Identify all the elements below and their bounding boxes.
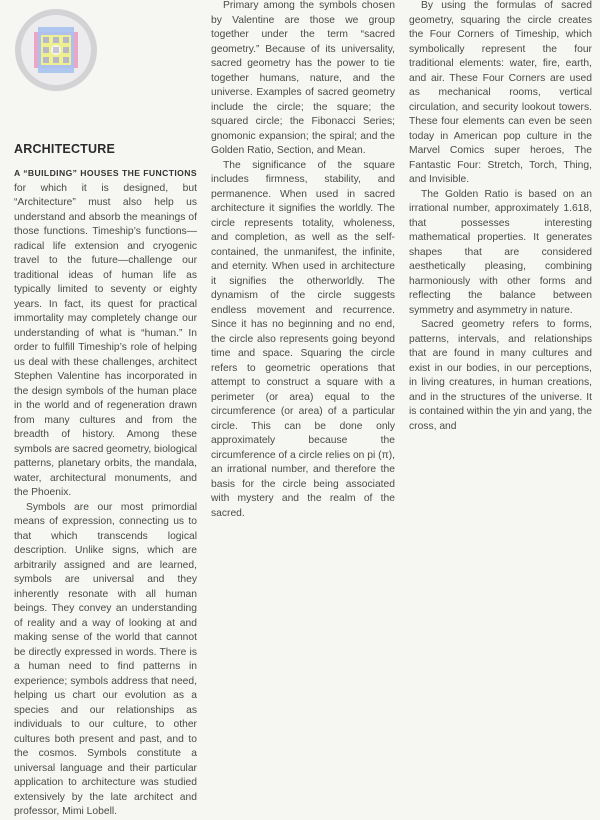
- article-column-2: [211, 0, 395, 521]
- paragraph-3: Primary among the symbols chosen by Valentine are those we group together under the term “sacred geometry.” Because of its universality, sacred geometry has the power to tie together humans, nature, and the universe. Examples of sacred geometry include the circle; the square; the squared circle; the Fibonacci Series; gnomonic expansion; the spiral; and the Golden Ratio, Section, and Mean.: [211, 0, 395, 156]
- mandala-logo-icon: [14, 8, 98, 92]
- paragraph-6: The Golden Ratio is based on an irrational number, approximately 1.618, that possesses interesting mathematical properties. It generates shapes that are considered aesthetically pleasing, combining harmoniously with other forms and reflecting the balance between symmetry and asymmetry in nature.: [409, 188, 592, 316]
- paragraph-2: Symbols are our most primordial means of expression, connecting us to that which transcends logical description. Unlike signs, which are arbitrarily assigned and are learned, symbols are universal and they inherently resonate with all human beings. They convey an understanding of reality and a way of looking at and making sense of the world that cannot be directly expressed in words. There is a human need to find patterns in experience; symbols address that need, helping us chart our evolution as a species and our relationships as individuals to our culture, to other cultures both present and past, and to the cosmos. Symbols constitute a universal language and their particular application to architecture was studied extensively by the late architect and professor, Mimi Lobell.: [14, 501, 197, 817]
- article-column-1: [14, 142, 197, 820]
- lead-in: A “BUILDING” HOUSES THE FUNCTIONS: [14, 168, 197, 178]
- paragraph-1: [14, 166, 197, 501]
- paragraph-4: The significance of the square includes firmness, stability, and permanence. When used in sacred architecture it signifies the worldly. The circle represents totality, wholeness, and completion, as well as the self-contained, the unmanifest, the infinite, and eternity. When used in architecture it signifies the otherworldly. The dynamism of the circle suggests endless movement and recurrence. Since it has no beginning and no end, the circle also represents going beyond time and space. Squaring the circle refers to geometric operations that attempt to construct a square with a perimeter (or area) equal to the circumference (or area) of a particular circle. This can be done only approximately because the circumference of a circle relies on pi (π), an irrational number, and therefore the basis for the circle being associated with mystery and the realm of the sacred.: [211, 159, 395, 519]
- paragraph-5: By using the formulas of sacred geometry, squaring the circle creates the Four Corners of Timeship, which symbolically represent the four traditional elements: water, fire, earth, and air. These Four Corners are used as mechanical rooms, vertical circulation, and security lookout towers. These four elements can even be seen today in American pop culture in the Marvel Comics super heroes, The Fantastic Four: Stretch, Torch, Thing, and Invisible.: [409, 0, 592, 185]
- paragraph-7: Sacred geometry refers to forms, patterns, intervals, and relationships that are found in many cultures and exist in our bodies, in our perceptions, in living creatures, in human creations, and in the structures of the universe. It is contained within the yin and yang, the cross, and: [409, 319, 592, 432]
- article-column-3: [409, 0, 592, 434]
- paragraph-1-body: for which it is designed, but “Architecture” must also help us understand and absorb the meanings of those functions. Timeship’s functions—radical life extension and cryogenic travel to the future—challenge our traditional ideas of human life as typically limited to seventy or eighty years. In fact, its quest for practical immortality may completely change our understanding of what is “human.” In order to fulfill Timeship’s role of helping us deal with these challenges, architect Stephen Valentine has incorporated in the design symbols of the human place in the world and of regeneration drawn from many cultures and from the breadth of history. Among these symbols are sacred geometry, biological patterns, planetary orbits, the mandala, water, architectural monuments, and the Phoenix.: [14, 182, 197, 498]
- section-heading: ARCHITECTURE: [14, 142, 116, 156]
